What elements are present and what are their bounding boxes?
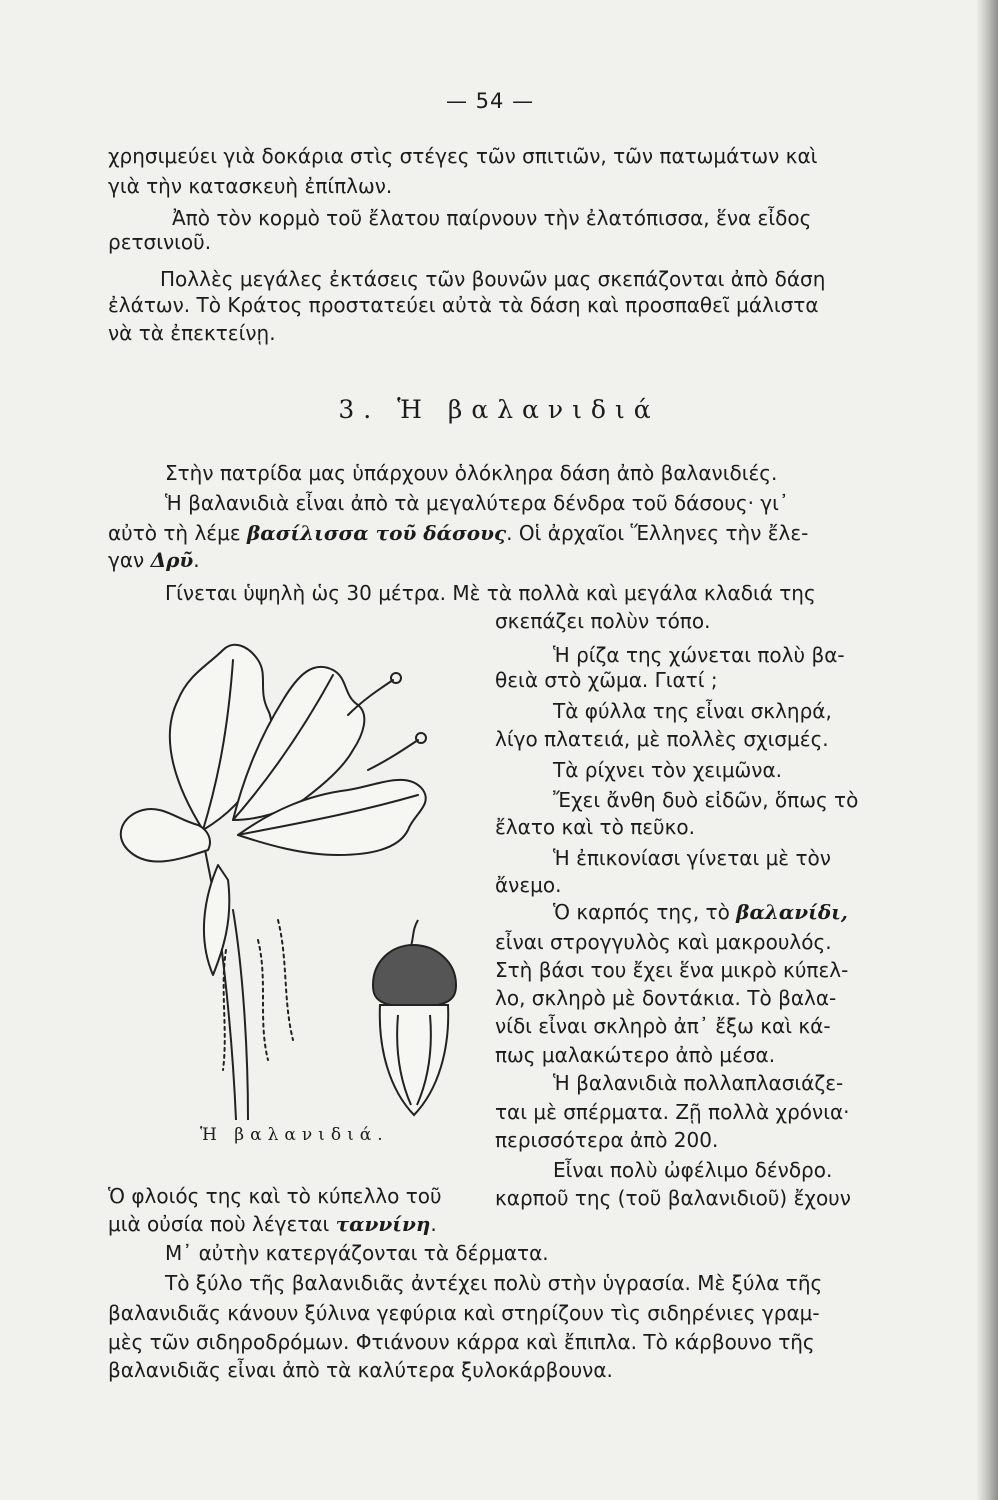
emphasis-term: βαλανίδι, (736, 900, 848, 924)
column-line: πως μαλακώτερο ἀπὸ μέσα. (495, 1043, 776, 1067)
column-line: περισσότερα ἀπὸ 200. (495, 1128, 719, 1152)
column-line: εἶναι στρογγυλὸς καὶ μακρουλός. (495, 930, 832, 954)
flower-bud (416, 733, 426, 743)
section-text: γαν (108, 548, 151, 572)
section-line: Ἡ βαλανιδιὰ εἶναι ἀπὸ τὰ μεγαλύτερα δένδρα τοῦ δάσους· γι᾽ (165, 491, 789, 515)
section-text: αὐτὸ τὴ λέμε (108, 521, 248, 545)
closing-line: Ὁ φλοιός της καὶ τὸ κύπελλο τοῦ (108, 1184, 442, 1208)
section-line (108, 518, 808, 548)
section-line: Στὴν πατρίδα μας ὑπάρχουν ὁλόκληρα δάση ἀπὸ βαλανιδιές. (165, 461, 778, 485)
figure-caption: Ἡ βαλανιδιά. (200, 1125, 389, 1145)
column-line: Εἶναι πολὺ ὠφέλιμο δένδρο. (553, 1158, 833, 1182)
flower-sprig (348, 680, 393, 715)
section-text: . Οἱ ἀρχαῖοι Ἕλληνες τὴν ἔλε- (506, 521, 809, 545)
closing-line: Μ᾽ αὐτὴν κατεργάζονται τὰ δέρματα. (165, 1241, 549, 1265)
page-edge-shadow (976, 0, 998, 1500)
oak-branch-illustration (108, 620, 488, 1120)
column-line: Ἡ ἐπικονίασι γίνεται μὲ τὸν (553, 846, 831, 870)
closing-line (108, 1209, 437, 1239)
intro-line: ἐλάτων. Τὸ Κράτος προστατεύει αὐτὰ τὰ δάση καὶ προσπαθεῖ μάλιστα (108, 293, 819, 317)
section-line: Γίνεται ὑψηλὴ ὡς 30 μέτρα. Μὲ τὰ πολλὰ καὶ μεγάλα κλαδιά της (165, 581, 816, 605)
intro-line: γιὰ τὴν κατασκευὴ ἐπίπλων. (108, 174, 393, 198)
acorn (373, 920, 456, 1115)
section-text: . (193, 548, 200, 572)
flower-sprig (368, 740, 418, 770)
column-line (553, 897, 848, 927)
intro-line: χρησιμεύει γιὰ δοκάρια στὶς στέγες τῶν σπιτιῶν, τῶν πατωμάτων καὶ (108, 144, 818, 168)
closing-text: μιὰ οὐσία ποὺ λέγεται (108, 1212, 336, 1236)
closing-line: Τὸ ξύλο τῆς βαλανιδιᾶς ἀντέχει πολὺ στὴν ὑγρασία. Μὲ ξύλα τῆς (165, 1271, 823, 1295)
column-line: Ἔχει ἄνθη δυὸ εἰδῶν, ὅπως τὸ (553, 788, 859, 812)
closing-line: βαλανιδιᾶς εἶναι ἀπὸ τὰ καλύτερα ξυλοκάρβουνα. (108, 1358, 613, 1382)
catkin (278, 920, 293, 1040)
column-line: λο, σκληρὸ μὲ δοντάκια. Τὸ βαλα- (495, 986, 837, 1010)
column-line: Ἡ ρίζα της χώνεται πολὺ βα- (553, 643, 845, 667)
column-line: σκεπάζει πολὺν τόπο. (495, 609, 711, 633)
emphasis-term: Δρῦ (150, 548, 194, 572)
page-number: — 54 — (446, 89, 535, 113)
column-line: ἄνεμο. (495, 873, 562, 897)
intro-line: Ἀπὸ τὸν κορμὸ τοῦ ἔλατου παίρνουν τὴν ἐλατόπισσα, ἕνα εἶδος (172, 206, 812, 230)
intro-line: Πολλὲς μεγάλες ἐκτάσεις τῶν βουνῶν μας σκεπάζονται ἀπὸ δάση (160, 267, 826, 291)
emphasis-term: ταννίνη (335, 1212, 431, 1236)
column-line: ἔλατο καὶ τὸ πεῦκο. (495, 815, 695, 839)
column-line: Τὰ ρίχνει τὸν χειμῶνα. (553, 758, 783, 782)
intro-line: ρετσινιοῦ. (108, 230, 212, 254)
column-line: νίδι εἶναι σκληρὸ ἀπ᾽ ἔξω καὶ κά- (495, 1014, 831, 1038)
column-line: ται μὲ σπέρματα. Ζῇ πολλὰ χρόνια· (495, 1100, 850, 1124)
column-line: λίγο πλατειά, μὲ πολλὲς σχισμές. (495, 727, 829, 751)
catkin (258, 940, 268, 1060)
column-line: θειὰ στὸ χῶμα. Γιατί ; (495, 668, 718, 692)
column-line: Ἡ βαλανιδιὰ πολλαπλασιάζε- (553, 1071, 844, 1095)
column-line: Τὰ φύλλα της εἶναι σκληρά, (553, 699, 832, 723)
column-line: καρποῦ της (τοῦ βαλανιδιοῦ) ἔχουν (495, 1186, 851, 1210)
flower-bud (391, 673, 401, 683)
closing-line: μὲς τῶν σιδηροδρόμων. Φτιάνουν κάρρα καὶ ἔπιπλα. Τὸ κάρβουνο τῆς (108, 1330, 815, 1354)
closing-line: βαλανιδιᾶς κάνουν ξύλινα γεφύρια καὶ στηρίζουν τὶς σιδηρένιες γραμ- (108, 1301, 820, 1325)
column-text: Ὁ καρπός της, τὸ (553, 900, 737, 924)
section-line (108, 545, 200, 575)
intro-line: νὰ τὰ ἐπεκτείνῃ. (108, 321, 276, 345)
column-line: Στὴ βάσι του ἔχει ἕνα μικρὸ κύπελ- (495, 958, 849, 982)
section-heading: 3. Ἡ βαλανιδιά (338, 395, 660, 424)
emphasis-term: βασίλισσα τοῦ δάσους (247, 521, 507, 545)
closing-text: . (430, 1212, 437, 1236)
